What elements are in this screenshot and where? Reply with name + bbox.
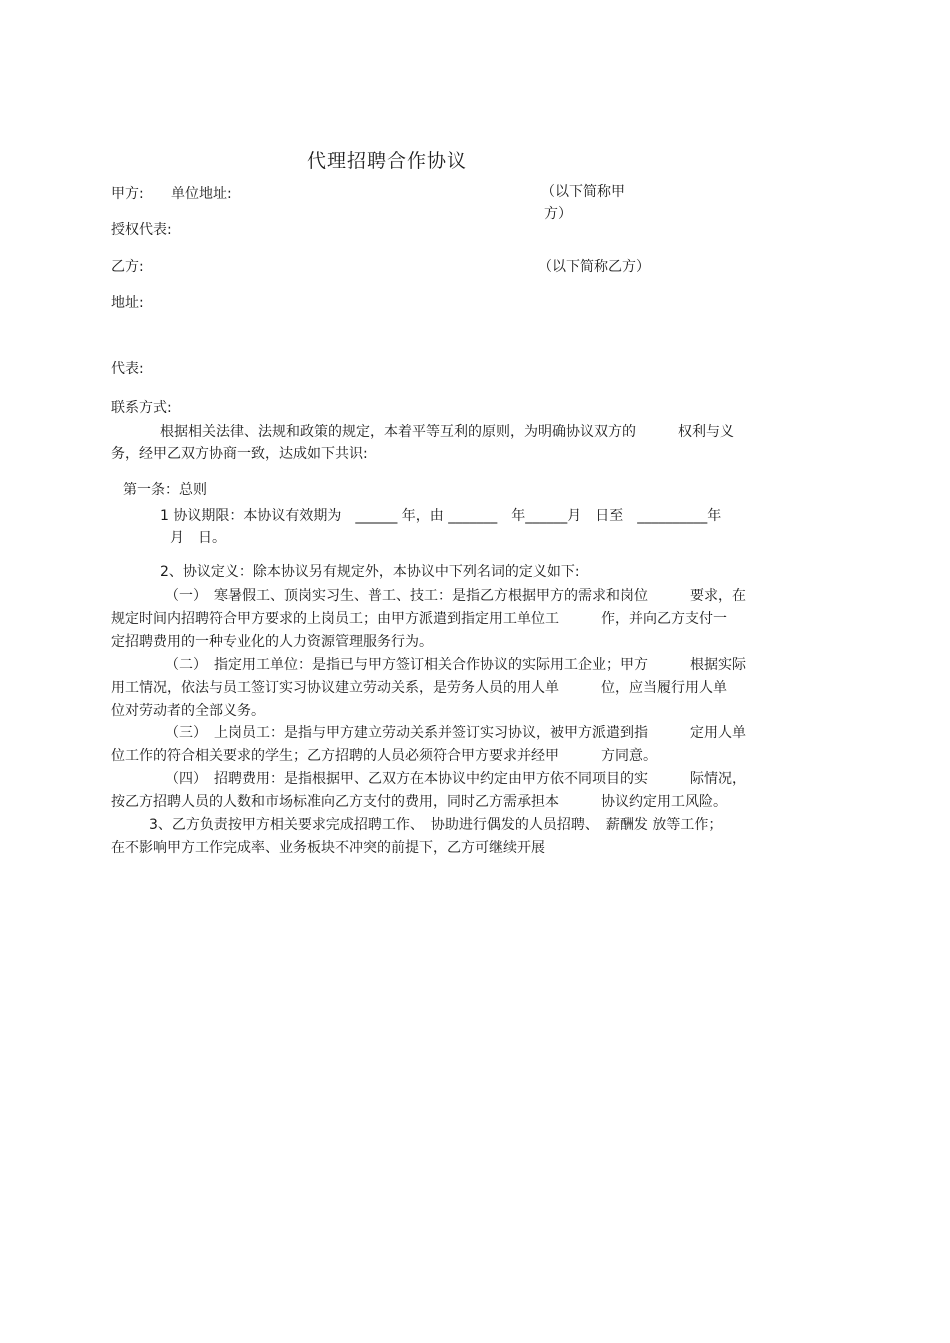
def4-line1: （四） 招聘费用：是指根据甲、乙双方在本协议中约定由甲方依不同项目的实 际情况， <box>165 771 746 787</box>
preamble-line2: 务，经甲乙双方协商一致，达成如下共识: <box>111 446 368 462</box>
authorized-rep-label: 授权代表: <box>111 222 172 238</box>
address-label: 地址: <box>111 295 144 311</box>
party-a-address-label: 单位地址: <box>171 186 232 202</box>
party-b-label: 乙方: <box>111 259 144 275</box>
party-a-label: 甲方: <box>111 186 144 202</box>
representative-label: 代表: <box>111 361 144 377</box>
clause1-line1: 1 协议期限：本协议有效期为 ______ 年，由 _______ 年______月 日至 __________年 <box>160 508 722 524</box>
article1-heading: 第一条：总则 <box>123 482 207 498</box>
party-a-note-line1: （以下简称甲 <box>541 184 625 200</box>
party-a-note-line2: 方） <box>544 206 572 222</box>
clause2-line1: 2、协议定义：除本协议另有规定外，本协议中下列名词的定义如下: <box>160 564 580 580</box>
clause1-line2: 月 日。 <box>170 530 226 546</box>
def3-line1: （三） 上岗员工：是指与甲方建立劳动关系并签订实习协议，被甲方派遣到指 定用人单 <box>165 725 746 741</box>
def2-line2: 用工情况，依法与员工签订实习协议建立劳动关系，是劳务人员的用人单 位，应当履行用人单 <box>111 680 727 696</box>
def2-line3: 位对劳动者的全部义务。 <box>111 703 265 719</box>
def1-line2: 规定时间内招聘符合甲方要求的上岗员工；由甲方派遣到指定用工单位工 作，并向乙方支付一 <box>111 611 727 627</box>
def2-line1: （二） 指定用工单位：是指已与甲方签订相关合作协议的实际用工企业；甲方 根据实际 <box>165 657 746 673</box>
def1-line3: 定招聘费用的一种专业化的人力资源管理服务行为。 <box>111 634 433 650</box>
clause3-line2: 在不影响甲方工作完成率、业务板块不冲突的前提下，乙方可继续开展 <box>111 840 545 856</box>
clause3-line1: 3、乙方负责按甲方相关要求完成招聘工作、 协助进行偶发的人员招聘、 薪酬发 放等工作； <box>149 817 723 833</box>
document-title: 代理招聘合作协议 <box>307 150 468 172</box>
preamble-line1: 根据相关法律、法规和政策的规定，本着平等互利的原则，为明确协议双方的 权利与义 <box>160 424 734 440</box>
def4-line2: 按乙方招聘人员的人数和市场标准向乙方支付的费用，同时乙方需承担本 协议约定用工风险。 <box>111 794 727 810</box>
def1-line1: （一） 寒暑假工、顶岗实习生、普工、技工：是指乙方根据甲方的需求和岗位 要求，在 <box>165 588 746 604</box>
party-b-note: （以下简称乙方） <box>538 259 650 275</box>
contact-label: 联系方式: <box>111 400 172 416</box>
def3-line2: 位工作的符合相关要求的学生；乙方招聘的人员必须符合甲方要求并经甲 方同意。 <box>111 748 657 764</box>
